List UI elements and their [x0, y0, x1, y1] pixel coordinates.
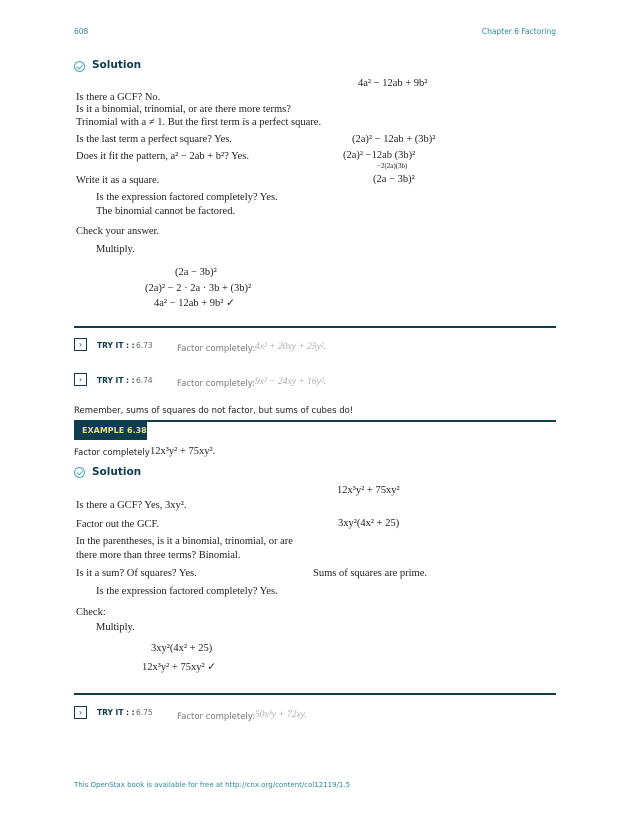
step-math: (2a)² − 12ab + (3b)²: [352, 134, 436, 145]
step-text: Check your answer.: [76, 226, 160, 237]
chapter-title: Chapter 6 Factoring: [481, 27, 556, 36]
step-text: Check:: [76, 607, 106, 618]
solution-title: Solution: [92, 59, 142, 71]
step-text: Trinomial with a ≠ 1. But the first term is a perfect square.: [76, 117, 322, 128]
check-line: 3xy²(4x² + 25): [151, 643, 213, 654]
step-text: Multiply.: [96, 622, 135, 633]
example-intro-math: 12x³y² + 75xy².: [150, 446, 216, 457]
step-text: Multiply.: [96, 244, 135, 255]
solution-title: Solution: [92, 466, 142, 478]
solution-expression: 12x³y² + 75xy²: [337, 485, 400, 496]
try-it-number: 6.73: [136, 341, 153, 350]
step-text: Is it a binomial, trinomial, or are there more terms?: [76, 104, 291, 115]
step-text: Is there a GCF? Yes, 3xy².: [76, 500, 187, 511]
try-it-toggle[interactable]: ›: [74, 706, 87, 719]
step-math: (2a − 3b)²: [373, 174, 415, 185]
step-math: (2a)² −12ab (3b)²: [343, 150, 416, 161]
page-number: 608: [74, 27, 89, 36]
solution-expression: 4a² − 12ab + 9b²: [358, 78, 428, 89]
step-text: Is there a GCF? No.: [76, 92, 161, 103]
step-text: Is the last term a perfect square? Yes.: [76, 134, 232, 145]
solution-check-icon: [74, 61, 85, 72]
try-it-label: TRY IT : :: [97, 708, 135, 717]
step-text: Is the expression factored completely? Yes.: [96, 586, 278, 597]
step-text: In the parentheses, is it a binomial, trinomial, or are: [76, 536, 293, 547]
example-tag-label: EXAMPLE 6.38: [82, 426, 147, 435]
section-divider: [74, 693, 556, 695]
try-it-number: 6.74: [136, 376, 153, 385]
try-it-label: TRY IT : :: [97, 341, 135, 350]
solution-check-icon: [74, 467, 85, 478]
step-text: Is the expression factored completely? Yes.: [96, 192, 278, 203]
try-it-math: 4x² + 20xy + 25y².: [255, 342, 327, 352]
check-line: (2a − 3b)²: [175, 267, 217, 278]
section-divider: [74, 326, 556, 328]
try-it-number: 6.75: [136, 708, 153, 717]
try-it-math: 50x³y + 72xy.: [255, 710, 307, 720]
check-line: 4a² − 12ab + 9b² ✓: [154, 298, 235, 309]
step-text: Write it as a square.: [76, 175, 160, 186]
example-intro: Factor completely: [74, 448, 150, 458]
try-it-math: 9x² − 24xy + 16y².: [255, 377, 327, 387]
step-text: Does it fit the pattern, a² − 2ab + b²? Yes.: [76, 151, 249, 162]
step-math: 3xy²(4x² + 25): [338, 518, 400, 529]
try-it-toggle[interactable]: ›: [74, 373, 87, 386]
check-line: 12x³y² + 75xy² ✓: [142, 662, 217, 673]
try-it-prompt: Factor completely:: [177, 379, 256, 389]
step-text: Factor out the GCF.: [76, 519, 160, 530]
try-it-prompt: Factor completely:: [177, 712, 256, 722]
step-text: there more than three terms? Binomial.: [76, 550, 241, 561]
pattern-note: −2(2a)(3b): [377, 162, 408, 170]
step-math: Sums of squares are prime.: [313, 568, 428, 579]
step-text: Is it a sum? Of squares? Yes.: [76, 568, 197, 579]
example-tag: [74, 422, 147, 440]
try-it-prompt: Factor completely:: [177, 344, 256, 354]
step-text: The binomial cannot be factored.: [96, 206, 236, 217]
try-it-toggle[interactable]: ›: [74, 338, 87, 351]
try-it-label: TRY IT : :: [97, 376, 135, 385]
footer-link[interactable]: This OpenStax book is available for free at http://cnx.org/content/col12119/1.5: [74, 781, 351, 789]
note-text: Remember, sums of squares do not factor, but sums of cubes do!: [74, 406, 354, 416]
check-line: (2a)² − 2 · 2a · 3b + (3b)²: [145, 283, 252, 294]
